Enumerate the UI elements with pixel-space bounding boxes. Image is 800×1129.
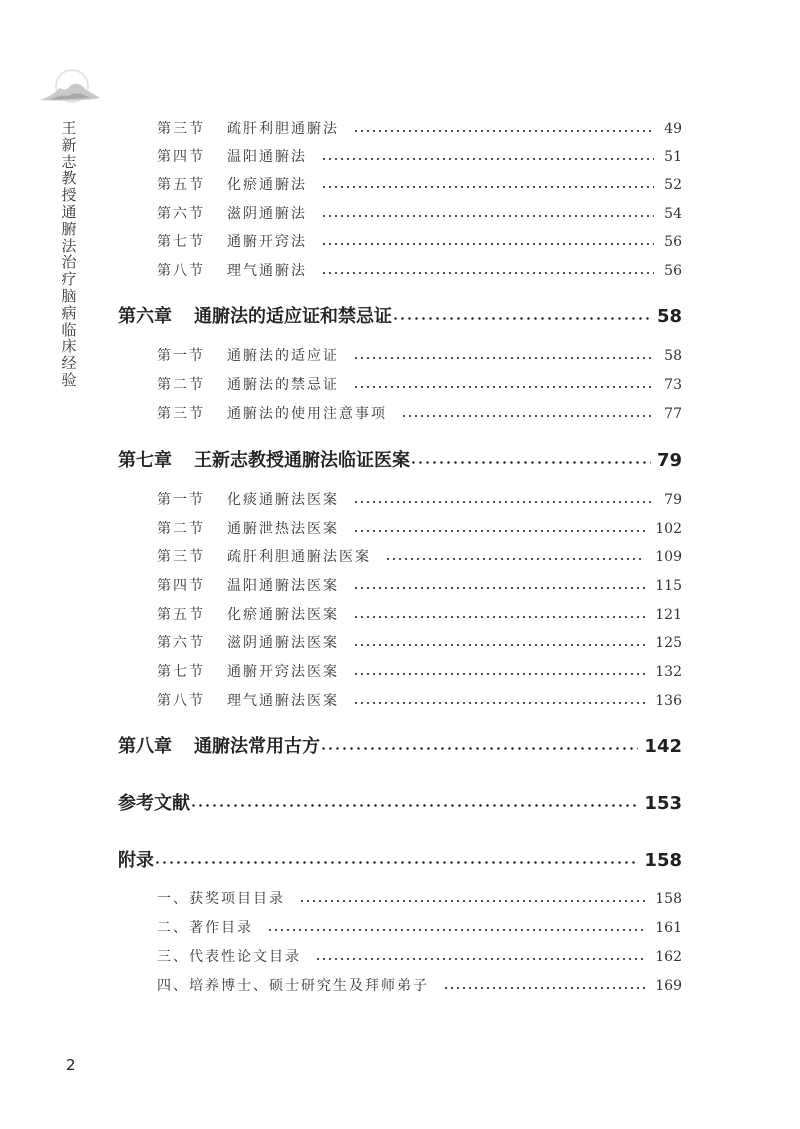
toc-section-entry[interactable] bbox=[157, 546, 682, 566]
entry-label: 第七节 bbox=[157, 234, 205, 250]
toc-section-entry[interactable] bbox=[157, 518, 682, 538]
entry-label: 第一节 bbox=[157, 492, 205, 508]
entry-page: 109 bbox=[655, 549, 682, 565]
toc-section-entry[interactable] bbox=[157, 374, 682, 394]
toc-appendix-entry[interactable] bbox=[157, 946, 682, 966]
entry-title: 温阳通腑法医案 bbox=[227, 578, 339, 594]
entry-page: 158 bbox=[655, 891, 682, 907]
entry-label: 第一节 bbox=[157, 348, 205, 364]
dot-leader bbox=[443, 986, 645, 990]
toc-section-entry[interactable] bbox=[157, 489, 682, 509]
entry-title: 通腑开窍法医案 bbox=[227, 664, 339, 680]
dot-leader bbox=[353, 529, 645, 533]
toc-section-entry[interactable] bbox=[157, 174, 682, 194]
entry-page: 121 bbox=[655, 607, 682, 623]
dot-leader bbox=[190, 803, 638, 808]
dot-leader bbox=[353, 643, 645, 647]
entry-label: 第七节 bbox=[157, 664, 205, 680]
toc-chapter-entry[interactable] bbox=[118, 302, 682, 328]
dot-leader bbox=[401, 414, 654, 418]
entry-title: 滋阴通腑法医案 bbox=[227, 635, 339, 651]
entry-label: 第六节 bbox=[157, 635, 205, 651]
entry-label: 第二节 bbox=[157, 521, 205, 537]
entry-label: 第二节 bbox=[157, 377, 205, 393]
entry-title: 滋阴通腑法 bbox=[227, 206, 307, 222]
entry-page: 54 bbox=[664, 206, 682, 222]
entry-page: 79 bbox=[656, 450, 682, 471]
dot-leader bbox=[321, 185, 654, 189]
entry-title: 二、著作目录 bbox=[157, 920, 253, 936]
dot-leader bbox=[392, 316, 651, 321]
dot-leader bbox=[321, 157, 654, 161]
dot-leader bbox=[385, 557, 645, 561]
toc-section-entry[interactable] bbox=[157, 604, 682, 624]
entry-label: 第八节 bbox=[157, 693, 205, 709]
entry-page: 73 bbox=[664, 377, 682, 393]
entry-title: 通腑开窍法 bbox=[227, 234, 307, 250]
entry-page: 102 bbox=[655, 521, 682, 537]
entry-label: 第四节 bbox=[157, 149, 205, 165]
entry-page: 49 bbox=[664, 121, 682, 137]
toc-section-entry[interactable] bbox=[157, 231, 682, 251]
entry-page: 79 bbox=[664, 492, 682, 508]
toc-chapter-entry[interactable] bbox=[118, 789, 682, 815]
dot-leader bbox=[353, 385, 654, 389]
entry-title: 通腑泄热法医案 bbox=[227, 521, 339, 537]
entry-page: 52 bbox=[664, 177, 682, 193]
toc-chapter-entry[interactable] bbox=[118, 846, 682, 872]
dot-leader bbox=[353, 615, 645, 619]
dot-leader bbox=[353, 701, 645, 705]
entry-label: 第六节 bbox=[157, 206, 205, 222]
entry-page: 56 bbox=[664, 263, 682, 279]
entry-page: 132 bbox=[655, 664, 682, 680]
entry-label: 第五节 bbox=[157, 177, 205, 193]
toc-appendix-entry[interactable] bbox=[157, 975, 682, 995]
entry-label: 第三节 bbox=[157, 121, 205, 137]
entry-page: 158 bbox=[644, 850, 682, 871]
mountain-logo-icon bbox=[38, 66, 102, 108]
dot-leader bbox=[321, 214, 654, 218]
entry-title: 通腑法常用古方 bbox=[194, 736, 320, 757]
entry-title: 化痰通腑法医案 bbox=[227, 492, 339, 508]
entry-label: 第六章 bbox=[118, 306, 172, 327]
entry-title: 理气通腑法医案 bbox=[227, 693, 339, 709]
entry-title: 通腑法的适应证和禁忌证 bbox=[194, 306, 392, 327]
dot-leader bbox=[410, 460, 651, 465]
entry-label: 第四节 bbox=[157, 578, 205, 594]
toc-section-entry[interactable] bbox=[157, 690, 682, 710]
entry-title: 通腑法的禁忌证 bbox=[227, 377, 339, 393]
entry-title: 疏肝利胆通腑法 bbox=[227, 121, 339, 137]
toc-section-entry[interactable] bbox=[157, 260, 682, 280]
dot-leader bbox=[353, 586, 645, 590]
entry-page: 153 bbox=[644, 793, 682, 814]
entry-page: 56 bbox=[664, 234, 682, 250]
dot-leader bbox=[315, 957, 645, 961]
toc-section-entry[interactable] bbox=[157, 146, 682, 166]
dot-leader bbox=[321, 242, 654, 246]
entry-title: 理气通腑法 bbox=[227, 263, 307, 279]
dot-leader bbox=[154, 860, 638, 865]
toc-section-entry[interactable] bbox=[157, 403, 682, 423]
entry-page: 161 bbox=[655, 920, 682, 936]
dot-leader bbox=[320, 746, 638, 751]
entry-title: 三、代表性论文目录 bbox=[157, 949, 301, 965]
toc-section-entry[interactable] bbox=[157, 632, 682, 652]
dot-leader bbox=[299, 899, 645, 903]
entry-page: 169 bbox=[655, 978, 682, 994]
toc-chapter-entry[interactable] bbox=[118, 446, 682, 472]
toc-section-entry[interactable] bbox=[157, 345, 682, 365]
entry-page: 136 bbox=[655, 693, 682, 709]
entry-title: 王新志教授通腑法临证医案 bbox=[194, 450, 410, 471]
toc-appendix-entry[interactable] bbox=[157, 917, 682, 937]
entry-label: 第三节 bbox=[157, 406, 205, 422]
entry-page: 162 bbox=[655, 949, 682, 965]
entry-page: 115 bbox=[655, 578, 682, 594]
entry-title: 化瘀通腑法医案 bbox=[227, 607, 339, 623]
dot-leader bbox=[353, 356, 654, 360]
entry-title: 通腑法的适应证 bbox=[227, 348, 339, 364]
entry-title: 疏肝利胆通腑法医案 bbox=[227, 549, 371, 565]
dot-leader bbox=[353, 129, 654, 133]
toc-section-entry[interactable] bbox=[157, 203, 682, 223]
entry-page: 58 bbox=[664, 348, 682, 364]
dot-leader bbox=[267, 928, 645, 932]
entry-page: 142 bbox=[644, 736, 682, 757]
entry-label: 第三节 bbox=[157, 549, 205, 565]
entry-title: 参考文献 bbox=[118, 793, 190, 814]
entry-title: 通腑法的使用注意事项 bbox=[227, 406, 387, 422]
running-title: 王新志教授通腑法治疗脑病临床经验 bbox=[61, 119, 77, 389]
entry-page: 51 bbox=[664, 149, 682, 165]
entry-label: 第八节 bbox=[157, 263, 205, 279]
dot-leader bbox=[353, 500, 654, 504]
entry-page: 58 bbox=[656, 306, 682, 327]
toc-section-entry[interactable] bbox=[157, 575, 682, 595]
dot-leader bbox=[321, 271, 654, 275]
toc-section-entry[interactable] bbox=[157, 661, 682, 681]
entry-page: 125 bbox=[655, 635, 682, 651]
toc-appendix-entry[interactable] bbox=[157, 888, 682, 908]
entry-title: 四、培养博士、硕士研究生及拜师弟子 bbox=[157, 978, 429, 994]
entry-title: 化瘀通腑法 bbox=[227, 177, 307, 193]
entry-title: 温阳通腑法 bbox=[227, 149, 307, 165]
entry-title: 一、获奖项目目录 bbox=[157, 891, 285, 907]
entry-title: 附录 bbox=[118, 850, 154, 871]
page-number: 2 bbox=[66, 1056, 76, 1074]
dot-leader bbox=[353, 672, 645, 676]
toc-section-entry[interactable] bbox=[157, 118, 682, 138]
entry-label: 第八章 bbox=[118, 736, 172, 757]
entry-page: 77 bbox=[664, 406, 682, 422]
toc-chapter-entry[interactable] bbox=[118, 732, 682, 758]
entry-label: 第五节 bbox=[157, 607, 205, 623]
entry-label: 第七章 bbox=[118, 450, 172, 471]
